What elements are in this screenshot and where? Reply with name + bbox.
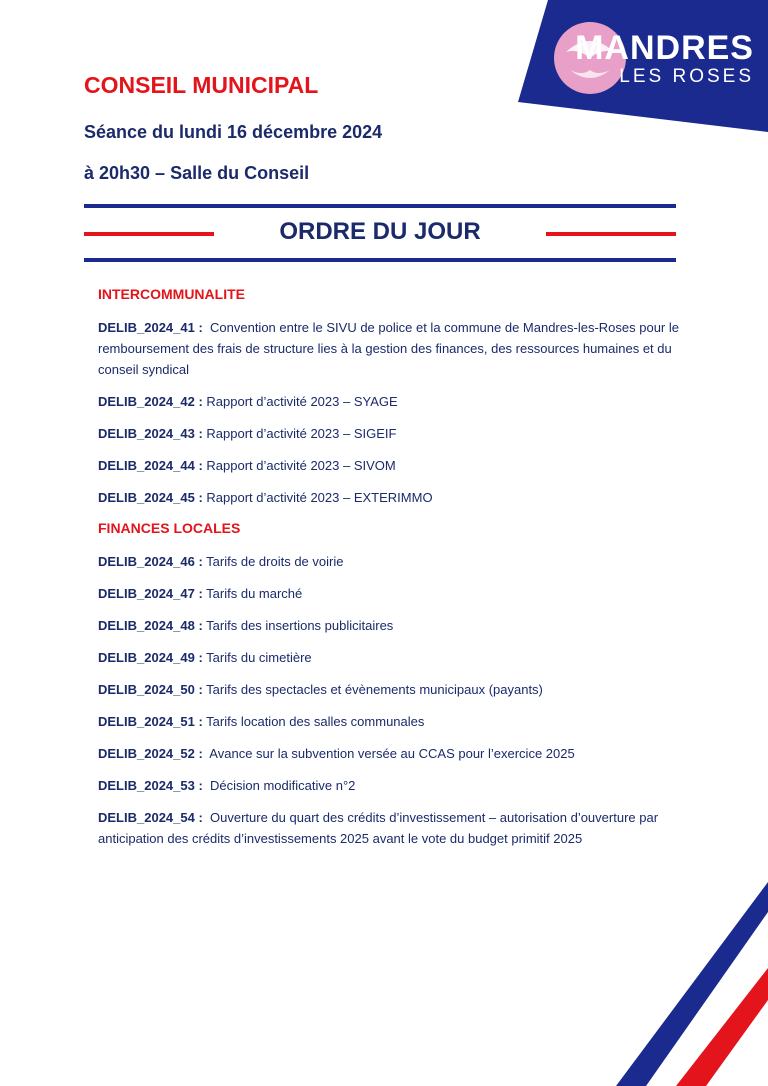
list-item — [98, 487, 698, 508]
list-item — [98, 423, 698, 444]
item-code: DELIB_2024_47 : — [98, 586, 203, 601]
list-item — [98, 647, 698, 668]
list-item — [98, 455, 698, 476]
item-code: DELIB_2024_44 : — [98, 458, 203, 473]
item-text: Rapport d’activité 2023 – SIGEIF — [206, 426, 397, 441]
list-item — [98, 775, 698, 796]
list-item — [98, 711, 698, 732]
list-item — [98, 743, 698, 764]
item-code: DELIB_2024_45 : — [98, 490, 203, 505]
item-code: DELIB_2024_50 : — [98, 682, 203, 697]
item-code: DELIB_2024_42 : — [98, 394, 203, 409]
rule-bottom — [84, 258, 676, 262]
item-text: Tarifs du marché — [206, 586, 303, 601]
page-title: CONSEIL MUNICIPAL — [84, 72, 319, 98]
item-code: DELIB_2024_41 : — [98, 320, 203, 335]
item-text: Décision modificative n°2 — [210, 778, 356, 793]
item-text: Tarifs des insertions publicitaires — [206, 618, 394, 633]
item-text: Tarifs location des salles communales — [206, 714, 425, 729]
logo-main-text: MANDRES — [575, 29, 754, 67]
item-text: Rapport d’activité 2023 – EXTERIMMO — [206, 490, 433, 505]
list-item — [98, 583, 698, 604]
item-text: Convention entre le SIVU de police et la commune de Mandres-les-Roses pour le remboursement des frais de structure lies à la gestion des finances, des ressources humaines et du conseil syndical — [98, 320, 679, 377]
list-item — [98, 615, 698, 636]
section-intercommunalite — [98, 285, 698, 508]
item-text: Rapport d’activité 2023 – SYAGE — [206, 394, 398, 409]
rule-red-right — [546, 232, 676, 236]
item-text: Avance sur la subvention versée au CCAS pour l’exercice 2025 — [209, 746, 575, 761]
item-code: DELIB_2024_49 : — [98, 650, 203, 665]
section-title: INTERCOMMUNALITE — [98, 286, 245, 302]
item-text: Ouverture du quart des crédits d’investissement – autorisation d’ouverture par anticipation des crédits d’investissements 2025 avant le vote du budget primitif 2025 — [98, 810, 659, 846]
session-date: Séance du lundi 16 décembre 2024 — [84, 122, 383, 142]
rule-top — [84, 204, 676, 208]
logo-sub-text: LES ROSES — [619, 66, 754, 87]
logo — [575, 30, 754, 88]
item-code: DELIB_2024_53 : — [98, 778, 203, 793]
list-item — [98, 391, 698, 412]
list-item — [98, 317, 698, 380]
item-text: Tarifs de droits de voirie — [206, 554, 344, 569]
item-code: DELIB_2024_51 : — [98, 714, 203, 729]
item-code: DELIB_2024_54 : — [98, 810, 203, 825]
section-title: FINANCES LOCALES — [98, 520, 241, 536]
section-finances-locales — [98, 519, 698, 849]
item-text: Tarifs des spectacles et évènements municipaux (payants) — [206, 682, 543, 697]
item-code: DELIB_2024_48 : — [98, 618, 203, 633]
stripe-blue — [616, 882, 768, 1086]
item-code: DELIB_2024_46 : — [98, 554, 203, 569]
list-item — [98, 679, 698, 700]
list-item — [98, 807, 698, 849]
item-text: Rapport d’activité 2023 – SIVOM — [206, 458, 396, 473]
item-code: DELIB_2024_43 : — [98, 426, 203, 441]
session-time-place: à 20h30 – Salle du Conseil — [84, 163, 310, 183]
item-text: Tarifs du cimetière — [206, 650, 312, 665]
item-code: DELIB_2024_52 : — [98, 746, 203, 761]
list-item — [98, 551, 698, 572]
stripe-red — [676, 968, 768, 1086]
agenda-content — [98, 285, 698, 860]
agenda-title: ORDRE DU JOUR — [279, 218, 481, 245]
